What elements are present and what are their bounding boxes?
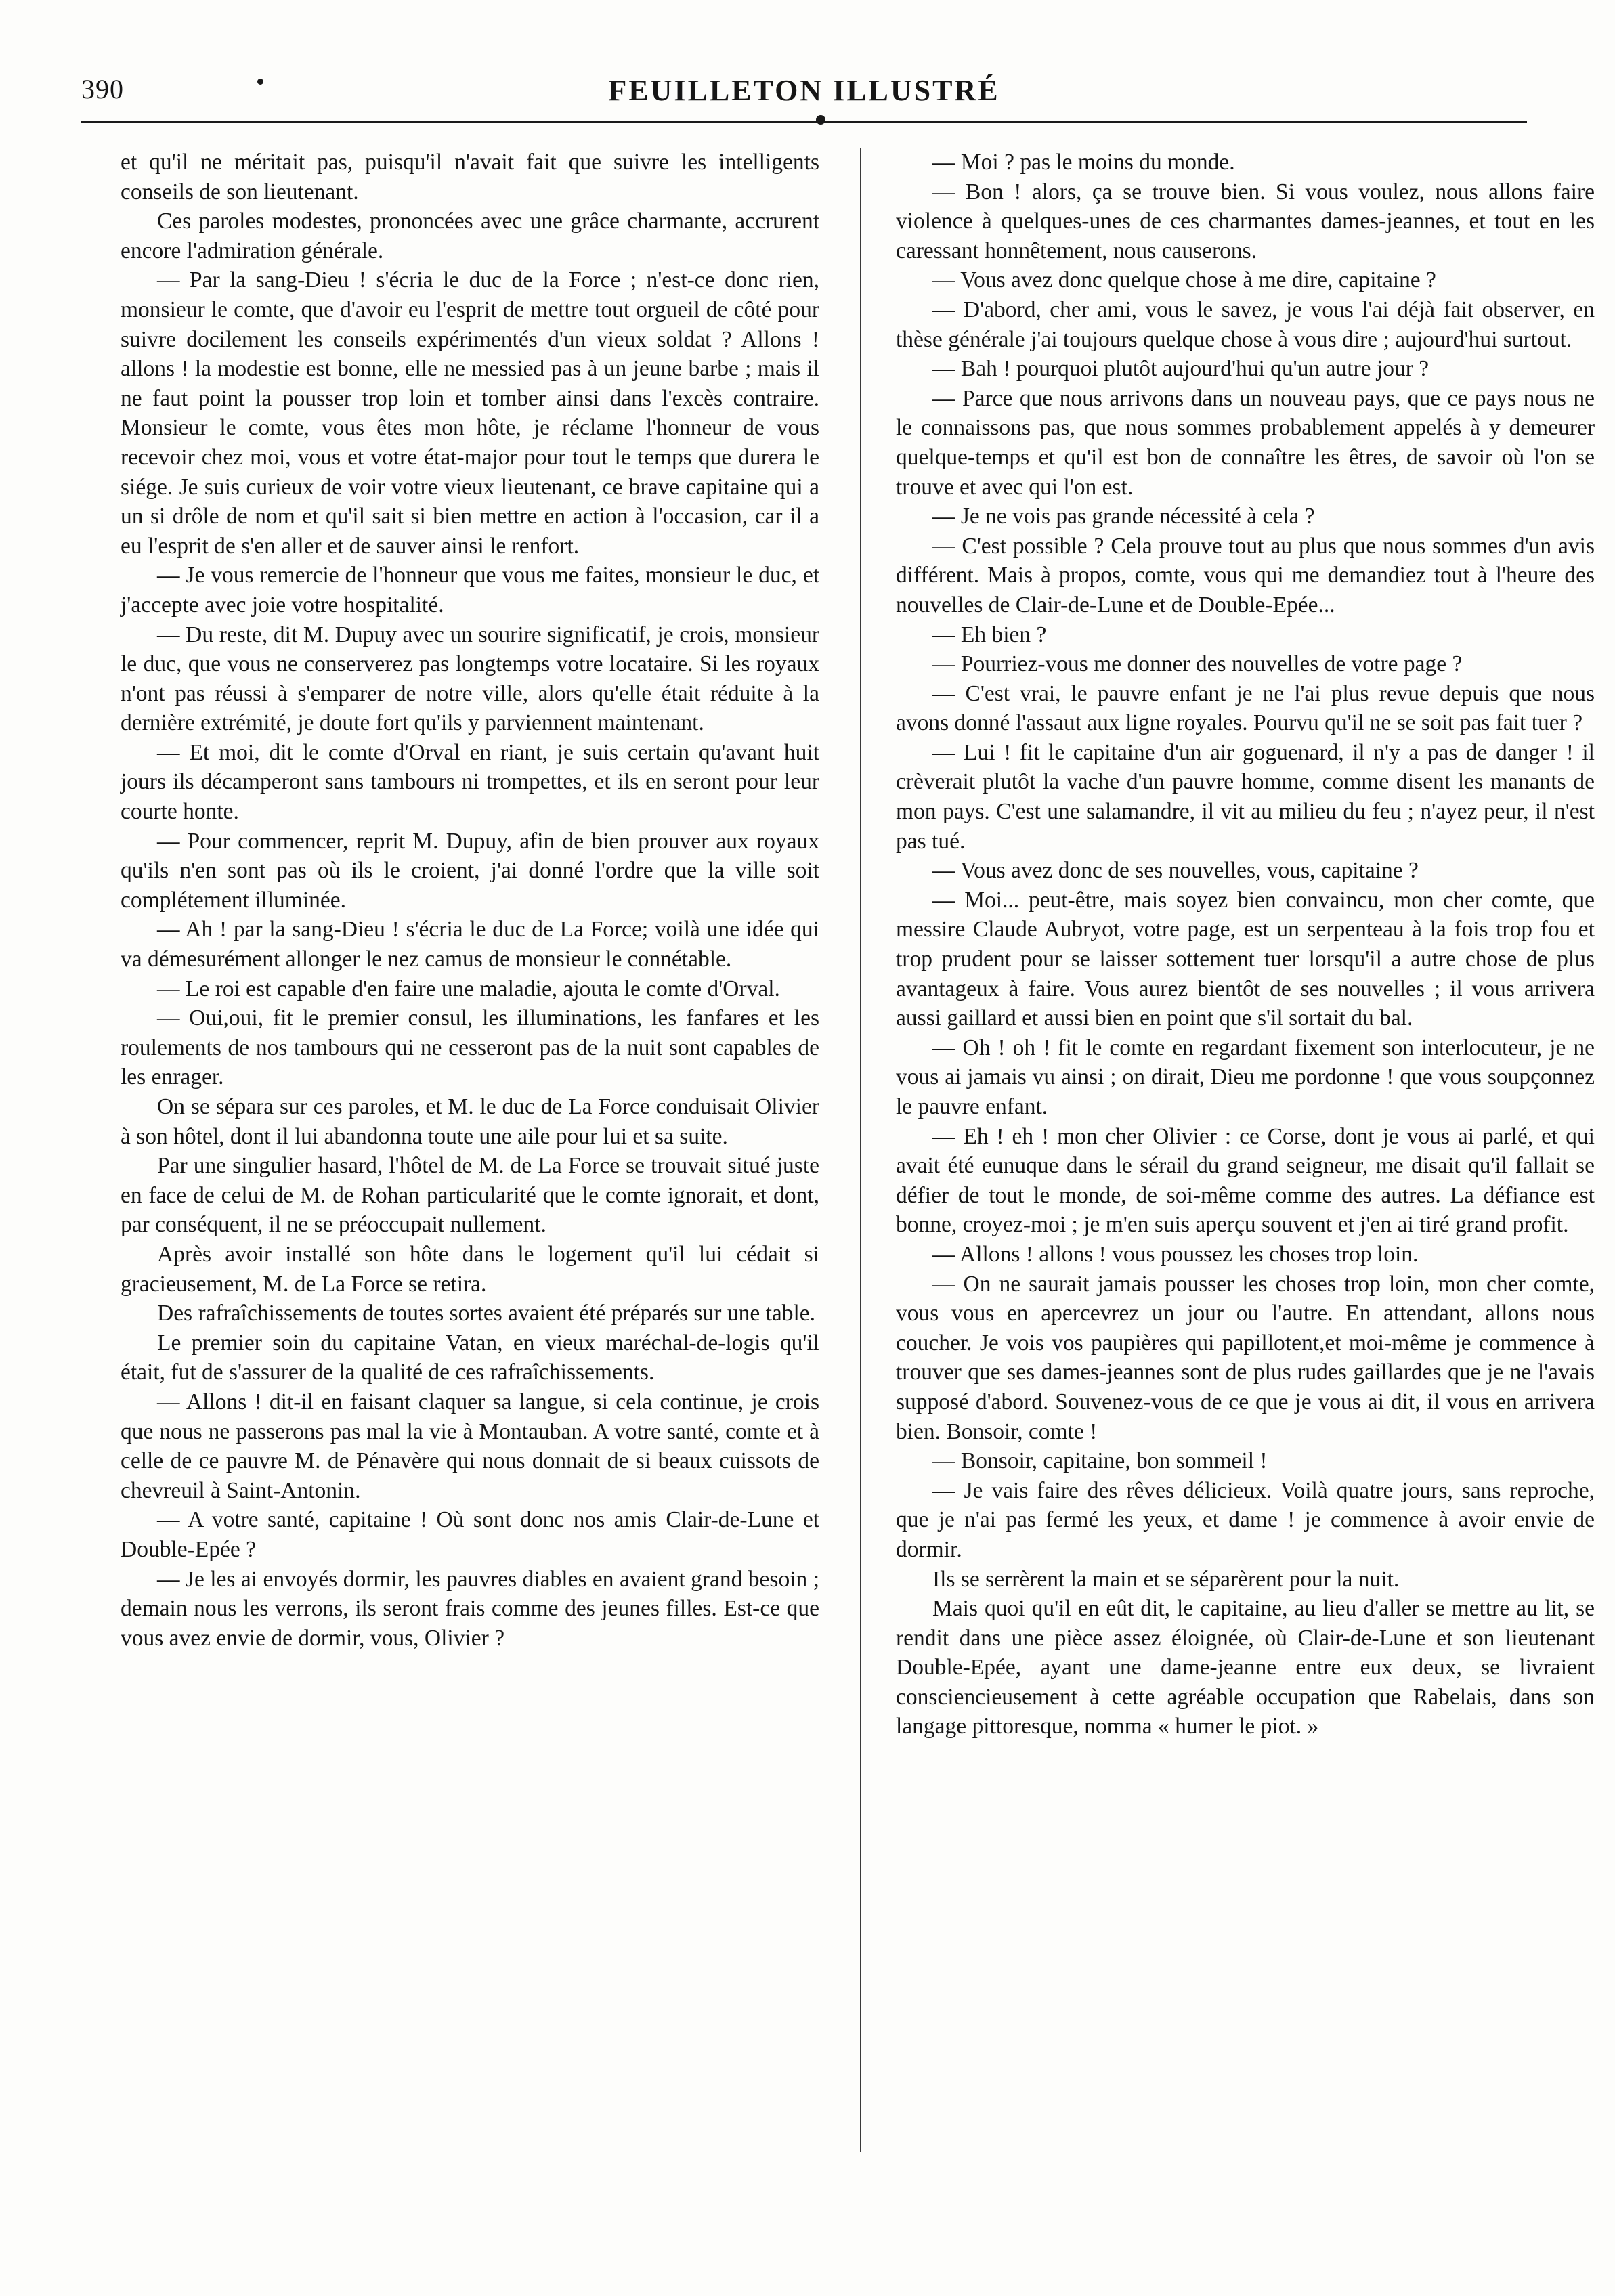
paragraph: — Moi... peut-être, mais soyez bien convaincu, mon cher comte, que messire Claude Aubryot, votre page, est un serpenteau à la fois trop fou et trop prudent pour se laisser sottement tuer lorsqu'il a autre chose de plus avantageux à faire. Vous aurez bientôt de ses nouvelles ; il vous arrivera aussi gaillard et aussi bien en point que s'il sortait du bal. — [896, 887, 1595, 1031]
paragraph: — Ah ! par la sang-Dieu ! s'écria le duc de La Force; voilà une idée qui va démesurément allonger le nez camus de monsieur le connétable. — [121, 917, 819, 972]
paragraph: — Bah ! pourquoi plutôt aujourd'hui qu'un autre jour ? — [932, 356, 1429, 382]
paragraph: — C'est vrai, le pauvre enfant je ne l'ai plus revue depuis que nous avons donné l'assaut aux ligne royales. Pourvu qu'il ne se soit pas fait tuer ? — [896, 680, 1595, 736]
paragraph: — Et moi, dit le comte d'Orval en riant, je suis certain qu'avant huit jours ils décamperont sans tambours ni trompettes, et ils en seront pour leur courte honte. — [121, 739, 819, 825]
paragraph: — Allons ! allons ! vous poussez les choses trop loin. — [932, 1241, 1419, 1267]
page-number: 390 — [81, 74, 124, 104]
paragraph: Mais quoi qu'il en eût dit, le capitaine, au lieu d'aller se mettre au lit, se rendit dans une pièce assez éloignée, où Clair-de-Lune et son lieutenant Double-Epée, ayant une dame-jeanne entre eux deux, se livraient consciencieusement à cette agréable occupation que Rabelais, dans son langage pittoresque, nomma « humer le piot. » — [896, 1596, 1595, 1739]
header-rule — [81, 121, 1527, 123]
paragraph: — Lui ! fit le capitaine d'un air goguenard, il n'y a pas de danger ! il crèverait plutôt la vache d'un pauvre homme, comme disent les manants de mon pays. C'est une salamandre, il vit au milieu du feu ; n'ayez peur, il n'est pas tué. — [896, 739, 1595, 854]
running-title: FEUILLETON ILLUSTRÉ — [608, 74, 1000, 107]
paragraph: — Je vais faire des rêves délicieux. Voilà quatre jours, sans reproche, que je n'ai pas fermé les yeux, et dame ! je commence à avoir envie de dormir. — [896, 1477, 1595, 1562]
paragraph: — Du reste, dit M. Dupuy avec un sourire significatif, je crois, monsieur le duc, que vous ne conserverez pas longtemps votre locataire. Si les royaux n'ont pas réussi à s'emparer de notre ville, alors qu'elle était réduite à la dernière extrémité, je doute fort qu'ils y parviennent maintenant. — [121, 622, 819, 736]
paragraph: — Je vous remercie de l'honneur que vous me faites, monsieur le duc, et j'accepte avec joie votre hospitalité. — [121, 563, 819, 618]
left-column — [121, 148, 819, 1653]
paragraph: — Le roi est capable d'en faire une maladie, ajouta le comte d'Orval. — [157, 976, 780, 1001]
paragraph: — Vous avez donc quelque chose à me dire, capitaine ? — [932, 267, 1436, 293]
paragraph: — Bon ! alors, ça se trouve bien. Si vous voulez, nous allons faire violence à quelques-unes de ces charmantes dames-jeannes, et tout en les caressant honnêtement, nous causerons. — [896, 179, 1595, 263]
paragraph: — Je les ai envoyés dormir, les pauvres diables en avaient grand besoin ; demain nous les verrons, ils seront frais comme des jeunes filles. Est-ce que vous avez envie de dormir, vous, Olivier ? — [121, 1566, 819, 1651]
paragraph: — Bonsoir, capitaine, bon sommeil ! — [932, 1448, 1268, 1474]
paragraph: — Par la sang-Dieu ! s'écria le duc de la Force ; n'est-ce donc rien, monsieur le comte, que d'avoir eu l'esprit de mettre tout orgueil de côté pour suivre docilement les conseils expérimentés d'un vieux soldat ? Allons ! allons ! la modestie est bonne, elle ne messied pas à un jeune barbe ; mais il ne faut point la pousser trop loin et tomber ainsi dans l'excès contraire. Monsieur le comte, vous êtes mon hôte, je réclame l'honneur de vous recevoir chez moi, vous et votre état-major pour tout le temps que durera le siége. Je suis curieux de voir votre vieux lieutenant, ce brave capitaine qui a un si drôle de nom et qu'il sait si bien mettre en action à l'occasion, car il a eu l'esprit de s'en aller et de sauver ainsi le renfort. — [121, 267, 819, 559]
paragraph: Après avoir installé son hôte dans le logement qu'il lui cédait si gracieusement, M. de La Force se retira. — [121, 1241, 819, 1297]
paragraph: — Je ne vois pas grande nécessité à cela ? — [932, 504, 1315, 529]
paragraph: Des rafraîchissements de toutes sortes avaient été préparés sur une table. — [157, 1301, 816, 1326]
paragraph: — Pourriez-vous me donner des nouvelles de votre page ? — [932, 651, 1463, 677]
header-rule-ornament — [816, 115, 825, 125]
paragraph: Le premier soin du capitaine Vatan, en vieux maréchal-de-logis qu'il était, fut de s'assurer de la qualité de ces rafraîchissements. — [121, 1330, 819, 1385]
paragraph: On se sépara sur ces paroles, et M. le duc de La Force conduisait Olivier à son hôtel, dont il lui abandonna toute une aile pour lui et sa suite. — [121, 1094, 819, 1149]
page-header — [81, 73, 1527, 127]
paragraph: Ils se serrèrent la main et se séparèrent pour la nuit. — [932, 1566, 1400, 1592]
column-divider — [860, 148, 861, 2152]
paragraph: — Parce que nous arrivons dans un nouveau pays, que ce pays nous ne le connaissons pas, que nous sommes probablement appelés à y demeurer quelque-temps et qu'il est bon de connaître les êtres, de savoir où l'on se trouve et avec qui l'on est. — [896, 385, 1595, 500]
paragraph: — Allons ! dit-il en faisant claquer sa langue, si cela continue, je crois que nous ne passerons pas mal la vie à Montauban. A votre santé, comte et à celle de ce pauvre M. de Pénavère qui nous donnait de si beaux cuissots de chevreuil à Saint-Antonin. — [121, 1389, 819, 1503]
paragraph: Par une singulier hasard, l'hôtel de M. de La Force se trouvait situé juste en face de celui de M. de Rohan particularité que le comte ignorait, et dont, par conséquent, il ne se préoccupait nullement. — [121, 1153, 819, 1238]
paragraph: — Pour commencer, reprit M. Dupuy, afin de bien prouver aux royaux qu'ils n'en sont pas où ils le croient, j'ai donné l'ordre que la ville soit complétement illuminée. — [121, 828, 819, 913]
paragraph: — Oui,oui, fit le premier consul, les illuminations, les fanfares et les roulements de nos tambours qui ne cesseront pas de la nuit sont capables de les enrager. — [121, 1005, 819, 1090]
paragraph: Ces paroles modestes, prononcées avec une grâce charmante, accrurent encore l'admiration générale. — [121, 209, 819, 263]
paragraph: — D'abord, cher ami, vous le savez, je vous l'ai déjà fait observer, en thèse générale j'ai toujours quelque chose à vous dire ; aujourd'hui surtout. — [896, 297, 1595, 352]
paragraph: — Eh ! eh ! mon cher Olivier : ce Corse, dont je vous ai parlé, et qui avait été eunuque dans le sérail du grand seigneur, me disait qu'il fallait se défier de tout le monde, de soi-même comme des autres. La défiance est bonne, croyez-moi ; je m'en suis aperçu souvent et j'en ai tiré grand profit. — [896, 1123, 1595, 1238]
right-column — [896, 148, 1595, 1741]
paragraph: — Moi ? pas le moins du monde. — [932, 150, 1235, 175]
paragraph: — Vous avez donc de ses nouvelles, vous, capitaine ? — [932, 858, 1419, 884]
paragraph: — Eh bien ? — [932, 622, 1047, 647]
paragraph: et qu'il ne méritait pas, puisqu'il n'avait fait que suivre les intelligents conseils de son lieutenant. — [121, 150, 819, 204]
paragraph: — Oh ! oh ! fit le comte en regardant fixement son interlocuteur, je ne vous ai jamais vu ainsi ; on dirait, Dieu me pordonne ! que vous soupçonnez le pauvre enfant. — [896, 1035, 1595, 1119]
paragraph: — C'est possible ? Cela prouve tout au plus que nous sommes d'un avis différent. Mais à propos, comte, vous qui me demandiez tout à l'heure des nouvelles de Clair-de-Lune et de Double-Epée... — [896, 533, 1595, 618]
paragraph: — A votre santé, capitaine ! Où sont donc nos amis Clair-de-Lune et Double-Epée ? — [121, 1507, 819, 1562]
paragraph: — On ne saurait jamais pousser les choses trop loin, mon cher comte, vous vous en apercevrez un jour ou l'autre. En attendant, allons nous coucher. Je vois vos paupières qui papillotent,et moi-même je commence à trouver que ses dames-jeannes sont de plus rudes gaillardes que je ne l'avais supposé d'abord. Souvenez-vous de ce que je vous ai dit, il vous en arrivera bien. Bonsoir, comte ! — [896, 1271, 1595, 1444]
